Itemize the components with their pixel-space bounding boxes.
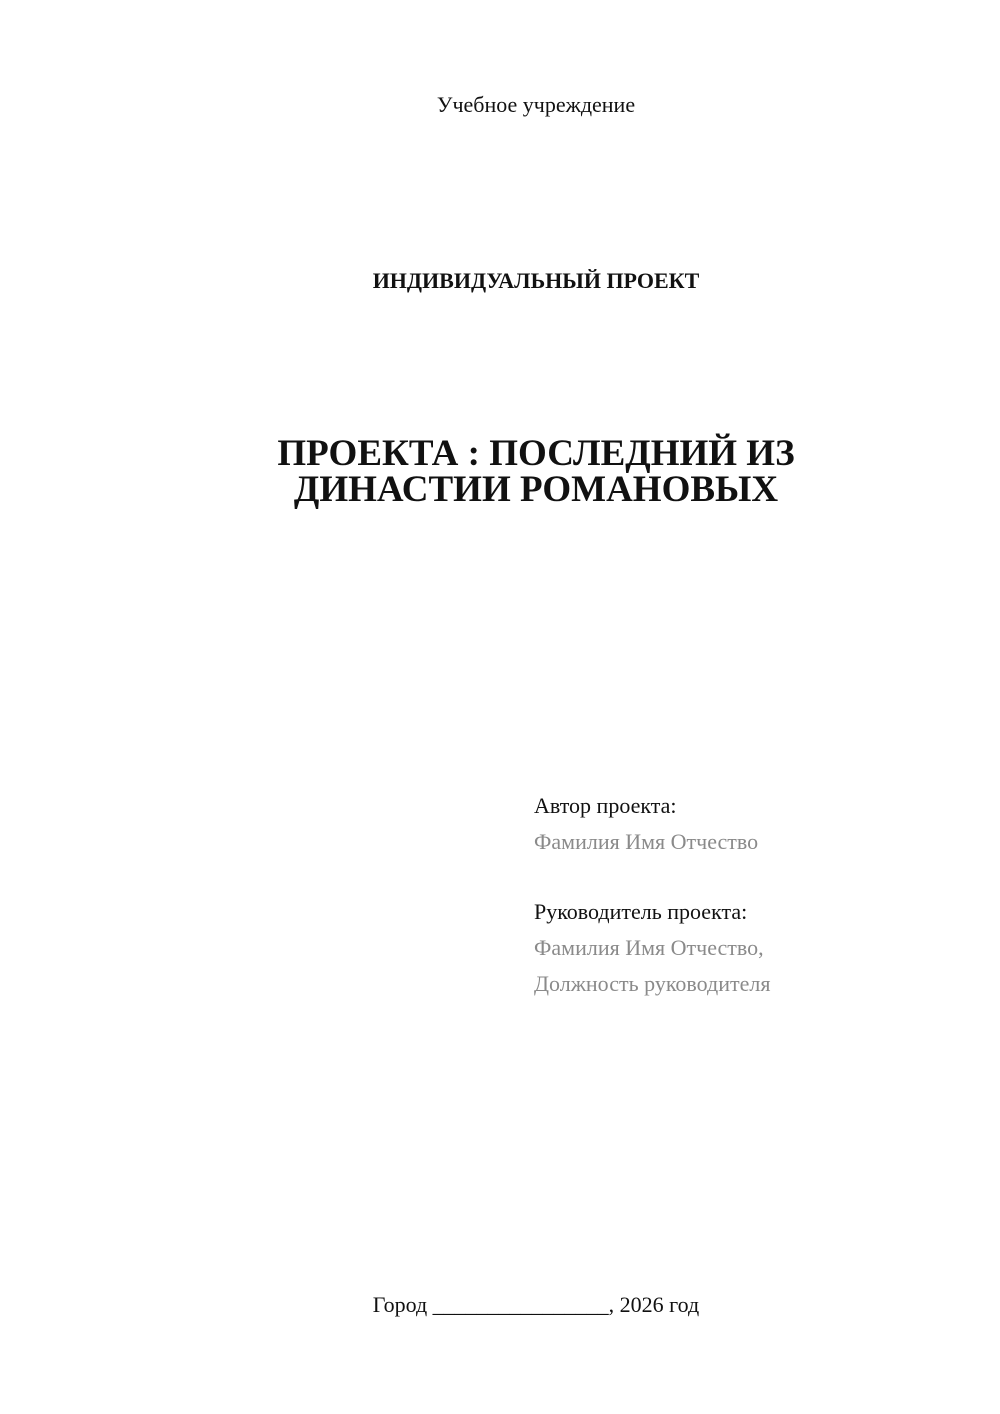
supervisor-label: Руководитель проекта: [534,899,748,924]
author-label: Автор проекта: [534,793,677,818]
credits-block [534,788,974,1002]
credits-spacer [534,860,974,894]
supervisor-position: Должность руководителя [534,971,771,996]
project-title-line-2: ДИНАСТИИ РОМАНОВЫХ [293,469,779,510]
supervisor-name: Фамилия Имя Отчество, [534,935,764,960]
city-year-line: Город ________________, 2026 год [372,1292,700,1317]
project-title-line-1: ПРОЕКТА : ПОСЛЕДНИЙ ИЗ [277,433,795,474]
institution-name: Учебное учреждение [436,92,636,117]
project-title [236,433,836,510]
document-type-heading: ИНДИВИДУАЛЬНЫЙ ПРОЕКТ [372,268,700,293]
author-name: Фамилия Имя Отчество [534,829,759,854]
